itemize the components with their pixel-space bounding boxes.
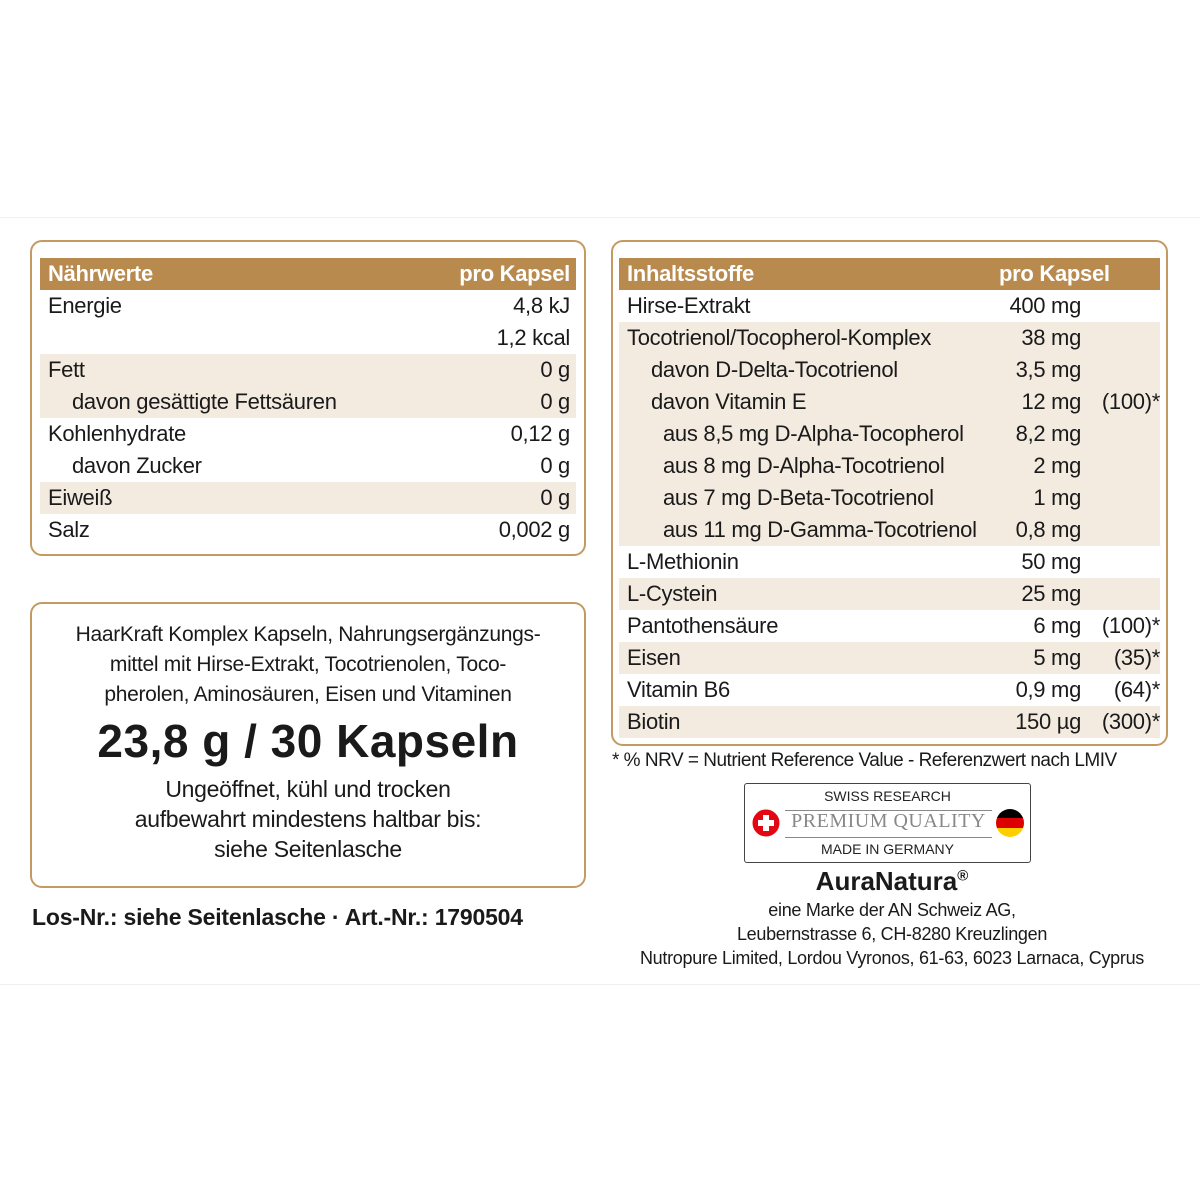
- ingredients-header-value: pro Kapsel: [999, 261, 1110, 286]
- ingredient-nrv: (300)*: [1101, 709, 1160, 734]
- nutrient-value: 4,8 kJ: [513, 293, 570, 318]
- ingredient-row: [619, 674, 1160, 706]
- ingredient-name: Tocotrienol/Tocopherol-Komplex: [627, 325, 932, 350]
- description-line: pherolen, Aminosäuren, Eisen und Vitaminen: [104, 683, 512, 706]
- ingredient-name: L-Methionin: [627, 549, 739, 574]
- ingredient-nrv: (64)*: [1113, 677, 1160, 702]
- nutrient-value: 0 g: [540, 453, 570, 478]
- nutrient-name: Fett: [48, 357, 85, 382]
- brand-address: [612, 898, 1172, 970]
- nutrition-header-name: Nährwerte: [48, 261, 153, 286]
- address-line: Nutropure Limited, Lordou Vyronos, 61-63, 6023 Larnaca, Cyprus: [639, 948, 1145, 968]
- address-line: Leubernstrasse 6, CH-8280 Kreuzlingen: [736, 924, 1048, 944]
- ingredients-header: [619, 258, 1160, 290]
- product-quantity: 23,8 g / 30 Kapseln: [97, 715, 519, 767]
- ingredients-header-name: Inhaltsstoffe: [627, 261, 754, 286]
- ingredient-nrv: (35)*: [1113, 645, 1160, 670]
- ingredient-row: [619, 546, 1160, 578]
- ingredient-amount: 3,5 mg: [1015, 357, 1082, 382]
- ingredient-name: aus 8,5 mg D-Alpha-Tocopherol: [663, 421, 964, 446]
- nutrition-header-value: pro Kapsel: [459, 261, 570, 286]
- ingredient-name: davon Vitamin E: [651, 389, 807, 414]
- lot-number: Los-Nr.: siehe Seitenlasche · Art.-Nr.: 1790504: [32, 904, 523, 930]
- nutrient-value: 0 g: [540, 485, 570, 510]
- nutrient-name: Energie: [48, 293, 122, 318]
- registered-mark: ®: [957, 867, 969, 885]
- ingredient-name: L-Cystein: [627, 581, 718, 606]
- storage-line: aufbewahrt mindestens haltbar bis:: [134, 806, 482, 832]
- description-line: mittel mit Hirse-Extrakt, Tocotrienolen, Toco-: [109, 653, 507, 676]
- ingredient-name: Biotin: [627, 709, 681, 734]
- nutrient-value: 1,2 kcal: [496, 325, 570, 350]
- nutrition-row: [40, 482, 576, 514]
- nutrition-row: [40, 386, 576, 418]
- ingredient-amount: 38 mg: [1021, 325, 1082, 350]
- description-line: HaarKraft Komplex Kapseln, Nahrungsergänzungs-: [75, 623, 541, 646]
- nutrition-row: [40, 322, 576, 354]
- ingredient-row: [619, 482, 1160, 514]
- nutrient-name: davon gesättigte Fettsäuren: [72, 389, 337, 414]
- product-description-box: [30, 602, 586, 888]
- seal-top-text: SWISS RESEARCH: [824, 788, 951, 804]
- seal-bottom-text: MADE IN GERMANY: [820, 841, 954, 857]
- ingredient-name: aus 8 mg D-Alpha-Tocotrienol: [663, 453, 945, 478]
- ingredient-name: Vitamin B6: [627, 677, 730, 702]
- nutrient-value: 0,12 g: [510, 421, 570, 446]
- nutrient-name: Eiweiß: [48, 485, 113, 510]
- quality-seal: [744, 783, 1031, 863]
- brand-name-text: AuraNatura: [815, 866, 958, 896]
- nutrition-row: [40, 514, 576, 546]
- ingredient-amount: 50 mg: [1021, 549, 1082, 574]
- brand-name: [612, 866, 1172, 897]
- ingredient-name: Pantothensäure: [627, 613, 779, 638]
- ingredient-amount: 2 mg: [1033, 453, 1082, 478]
- nutrition-row: [40, 418, 576, 450]
- german-flag-icon: [995, 808, 1025, 838]
- ingredient-nrv: (100)*: [1101, 613, 1160, 638]
- address-line: eine Marke der AN Schweiz AG,: [768, 900, 1016, 920]
- seal-middle-text: PREMIUM QUALITY: [791, 810, 986, 832]
- nutrient-name: Kohlenhydrate: [48, 421, 186, 446]
- nutrient-value: 0 g: [540, 389, 570, 414]
- ingredient-row: [619, 386, 1160, 418]
- ingredient-amount: 150 µg: [1015, 709, 1082, 734]
- ingredient-name: davon D-Delta-Tocotrienol: [651, 357, 898, 382]
- ingredient-row: [619, 322, 1160, 354]
- ingredient-name: Eisen: [627, 645, 681, 670]
- ingredient-row: [619, 514, 1160, 546]
- ingredient-name: aus 11 mg D-Gamma-Tocotrienol: [663, 517, 977, 542]
- nutrient-value: 0 g: [540, 357, 570, 382]
- ingredient-row: [619, 418, 1160, 450]
- ingredient-row: [619, 578, 1160, 610]
- storage-instructions: [32, 774, 584, 864]
- product-description: [32, 620, 584, 710]
- nutrition-header: [40, 258, 576, 290]
- ingredient-nrv: (100)*: [1101, 389, 1161, 414]
- ingredient-row: [619, 450, 1160, 482]
- ingredient-row: [619, 706, 1160, 738]
- ingredient-row: [619, 354, 1160, 386]
- ingredients-box: [611, 240, 1168, 746]
- ingredient-row: [619, 290, 1160, 322]
- nutrient-name: davon Zucker: [72, 453, 202, 478]
- ingredient-name: aus 7 mg D-Beta-Tocotrienol: [663, 485, 934, 510]
- ingredient-amount: 0,8 mg: [1015, 517, 1082, 542]
- ingredient-amount: 1 mg: [1033, 485, 1082, 510]
- ingredient-amount: 25 mg: [1021, 581, 1082, 606]
- storage-line: siehe Seitenlasche: [214, 836, 402, 862]
- ingredient-name: Hirse-Extrakt: [627, 293, 751, 318]
- ingredient-amount: 5 mg: [1033, 645, 1082, 670]
- ingredient-amount: 6 mg: [1033, 613, 1082, 638]
- nutrition-facts-box: [30, 240, 586, 556]
- ingredient-amount: 400 mg: [1009, 293, 1082, 318]
- nutrition-row: [40, 450, 576, 482]
- storage-line: Ungeöffnet, kühl und trocken: [165, 776, 451, 802]
- nutrition-row: [40, 354, 576, 386]
- nutrient-value: 0,002 g: [498, 517, 570, 542]
- nrv-footnote: * % NRV = Nutrient Reference Value - Referenzwert nach LMIV: [612, 750, 1117, 771]
- ingredient-amount: 12 mg: [1021, 389, 1082, 414]
- ingredient-amount: 8,2 mg: [1015, 421, 1082, 446]
- nutrition-row: [40, 290, 576, 322]
- ingredient-amount: 0,9 mg: [1015, 677, 1082, 702]
- ingredient-row: [619, 642, 1160, 674]
- seal-divider: [785, 837, 992, 838]
- swiss-flag-icon: [751, 808, 781, 838]
- nutrient-name: Salz: [48, 517, 90, 542]
- ingredient-row: [619, 610, 1160, 642]
